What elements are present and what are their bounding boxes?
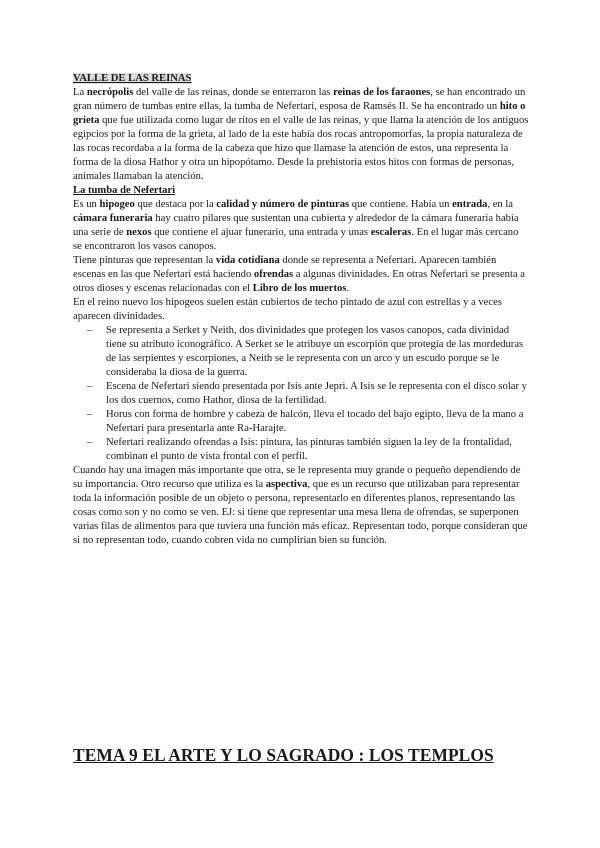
section-title: VALLE DE LAS REINAS	[73, 73, 192, 84]
bold-term: entrada	[452, 199, 488, 210]
intro-paragraph	[73, 86, 529, 184]
bold-term: escaleras	[370, 227, 412, 238]
bold-term: calidad y número de pinturas	[216, 199, 350, 210]
bullet-list	[73, 324, 529, 464]
tumba-paragraph-2	[73, 254, 529, 296]
section-heading	[73, 72, 529, 86]
bold-term: ofrendas	[253, 269, 294, 280]
bold-term: necrópolis	[86, 87, 134, 98]
text-run: Es un	[73, 199, 100, 210]
text-run: donde se representa a Nefertari. Aparecen también escenas en las que Nefertari está haciendo	[73, 255, 497, 280]
bold-term: Libro de los muertos	[252, 283, 347, 294]
bold-term: hipogeo	[99, 199, 135, 210]
chapter-heading: TEMA 9 EL ARTE Y LO SAGRADO : LOS TEMPLOS	[73, 745, 494, 765]
text-run: que contiene. Había un	[349, 199, 453, 210]
document-body	[73, 72, 529, 548]
text-run: a algunas divinidades. En otras Nefertari se presenta a otros dioses y escenas relacionadas con el	[73, 269, 525, 294]
tumba-title: La tumba de Nefertari	[73, 185, 176, 196]
bold-term: vida cotidiana	[215, 255, 280, 266]
bold-term: aspectiva	[265, 479, 308, 490]
text-run: . En el lugar más cercano se encontraron los vasos canopos.	[73, 227, 519, 252]
text-run: Tiene pinturas que representan la	[73, 255, 216, 266]
text-run: , en la	[487, 199, 514, 210]
text-run: , se han encontrado un gran número de tumbas entre ellas, la tumba de Nefertari, esposa de Ramsés II. Se ha encontrado un	[73, 87, 526, 112]
bullet-item: – Horus con forma de hombre y cabeza de halcón, lleva el tocado del bajo egipto, lleva de la mano a Nefertari para presentarla ante Ra-Harajte.	[106, 408, 529, 436]
text-run: hay cuatro pilares que sustentan una cubierta y alrededor de la cámara funeraria había una serie de	[73, 213, 519, 238]
bullet-item: – Se representa a Serket y Neith, dos divinidades que protegen los vasos canopos, cada divinidad tiene su atributo iconográfico. A Serket se le atribuye un escorpión que protegía de las mordeduras de las serpientes y escorpiones, a Neith se le representa con un arco y un escudo porque se le consideraba la diosa de la guerra.	[106, 324, 529, 380]
tumba-paragraph-1	[73, 198, 529, 254]
text-run: que fue utilizada como lugar de ritos en el valle de las reinas, y que llama la atención de los antiguos egipcios por la forma de la grieta, al lado de la este había dos rocas antropomorfas, la propia naturaleza de las rocas recordaba a la forma de la cabeza que hizo que llamase la atención de estos, una representa la forma de la diosa Hathor y otra un hipopótamo. Desde la prehistoria estos hitos con formas de personas, animales llamaban la atención.	[73, 115, 529, 182]
bullet-item: – Nefertari realizando ofrendas a Isis: pintura, las pinturas también siguen la ley de la frontalidad, combinan el punto de vista frontal con el perfil.	[106, 436, 529, 464]
bold-term: hito o grieta	[73, 101, 526, 126]
bold-term: nexos	[126, 227, 152, 238]
text-run: que destaca por la	[134, 199, 217, 210]
bold-term: reinas de los faraones	[333, 87, 431, 98]
text-run: del valle de las reinas, donde se enterraron las	[133, 87, 334, 98]
text-run: La	[73, 87, 87, 98]
tumba-paragraph-3: En el reino nuevo los hipogeos suelen están cubiertos de techo pintado de azul con estrellas y a veces aparecen divinidades.	[73, 297, 502, 322]
bullet-item: – Escena de Nefertari siendo presentada por Isis ante Jepri. A Isis se le representa con el disco solar y los dos cuernos, como Hathor, diosa de la fertilidad.	[106, 380, 529, 408]
text-run: .	[346, 283, 350, 294]
text-run: , que es un recurso que utilizaban para representar toda la información posible de un objeto o persona, representarlo en diferentes planos, representando las cosas como son y no como se ven. EJ: si tiene que representar una mesa llena de ofrendas, se superponen varias filas de alimentos para que tuviera una función más eficaz. Representan todo, porque consideran que si no representan todo, cuando cobren vida no cumplirían bien su función.	[73, 479, 528, 546]
tumba-paragraph-4	[73, 464, 529, 548]
text-run: que contiene el ajuar funerario, una entrada y unas	[151, 227, 371, 238]
text-run: Cuando hay una imagen más importante que otra, se le representa muy grande o pequeño dependiendo de su importancia. Otro recurso que utiliza es la	[73, 465, 521, 490]
bold-term: cámara funeraria	[73, 213, 153, 224]
